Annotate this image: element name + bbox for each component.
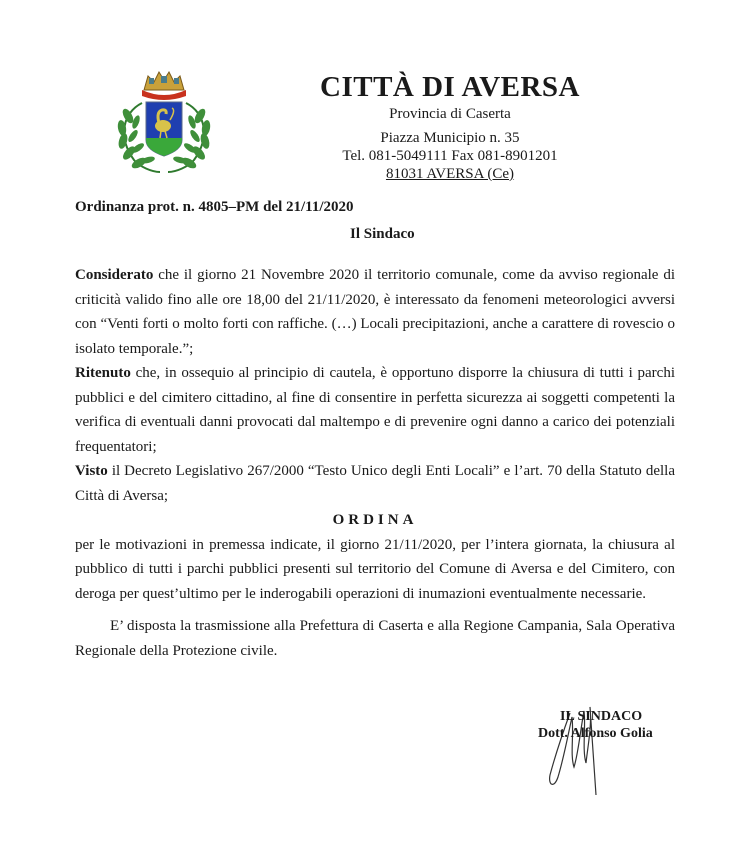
mural-crown — [142, 72, 186, 100]
paragraph-ritenuto — [75, 361, 675, 459]
order-text: per le motivazioni in premessa indicate, il giorno 21/11/2020, per l’intera giornata, la chiusura al pubblico di tutti i parchi pubblici presenti sul territorio del Comune di Aversa e del Cimitero, con deroga per quest’ultimo per le inderogabili operazioni di inumazioni eventualmente necessarie. — [75, 536, 675, 602]
paragraph-text: che, in ossequio al principio di cautela, è opportuno disporre la chiusura di tutti i parchi pubblici e del cimitero cittadino, al fine di consentire in perfetta sicurezza ai soggetti competenti la verifica di eventuali danni provocati dal maltempo e di prevenire ogni danno a carico dei potenziali frequentatori; — [75, 365, 675, 455]
paragraph-lead: Considerato — [75, 267, 154, 283]
signature-block — [538, 708, 653, 742]
paragraph-lead: Ritenuto — [75, 365, 131, 381]
shield — [146, 102, 182, 156]
postal-address: 81031 AVERSA (Ce) — [385, 166, 515, 182]
paragraph-considerato — [75, 263, 675, 361]
city-title: CITTÀ DI AVERSA — [320, 71, 580, 103]
ordinance-body — [75, 263, 675, 663]
signatory-name: Dott. Alfonso Golia — [538, 726, 653, 741]
coat-of-arms-icon — [112, 68, 216, 176]
contacts: Tel. 081-5049111 Fax 081-8901201 — [342, 148, 558, 164]
signatory-title: IL SINDACO — [560, 709, 643, 724]
transmission-text: E’ disposta la trasmissione alla Prefettura di Caserta e alla Regione Campania, Sala Operativa Regionale della Protezione civile. — [75, 618, 675, 659]
letterhead — [300, 70, 600, 183]
paragraph-visto — [75, 459, 675, 508]
paragraph-text: il Decreto Legislativo 267/2000 “Testo Unico degli Enti Locali” e l’art. 70 della Statuto della Città di Aversa; — [75, 463, 675, 504]
paragraph-text: che il giorno 21 Novembre 2020 il territorio comunale, come da avviso regionale di criticità valido fino alle ore 18,00 del 21/11/2020, è interessato da fenomeni meteorologici avversi con “Venti forti o molto forti con raffiche. (…) Locali precipitazioni, anche a carattere di rovescio o isolato temporale.”; — [75, 267, 675, 357]
province: Provincia di Caserta — [389, 106, 511, 122]
address: Piazza Municipio n. 35 — [380, 130, 520, 146]
paragraph-lead: Visto — [75, 463, 108, 479]
protocol-number: Ordinanza prot. n. 4805–PM del 21/11/2020 — [75, 199, 354, 215]
ordina-heading: ORDINA — [332, 512, 418, 528]
issuer-heading: Il Sindaco — [350, 226, 415, 242]
